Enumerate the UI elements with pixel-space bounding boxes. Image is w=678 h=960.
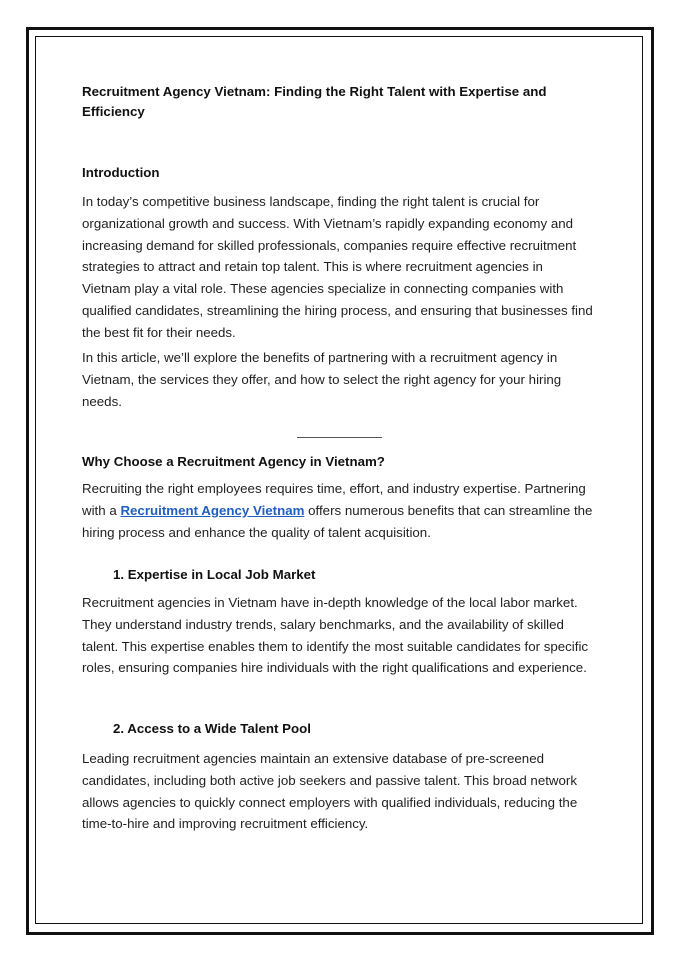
why-paragraph-block — [82, 478, 594, 543]
section-1-heading-block — [82, 565, 602, 585]
why-heading: Why Choose a Recruitment Agency in Vietnam? — [82, 454, 385, 469]
why-text-before-link: Recruiting the right employees requires time, effort, and industry expertise. Partnering with a — [82, 481, 586, 518]
introduction-heading: Introduction — [82, 165, 160, 180]
section-2-paragraph-block — [82, 748, 587, 835]
document-title: Recruitment Agency Vietnam: Finding the Right Talent with Expertise and Efficiency — [82, 84, 547, 119]
why-section — [82, 452, 602, 472]
section-divider — [297, 437, 382, 438]
introduction-paragraph-2-block — [82, 347, 582, 412]
introduction-paragraph-1: In today’s competitive business landscape, finding the right talent is crucial for organizational growth and success. With Vietnam’s rapidly expanding economy and increasing demand for skilled professionals, companies require effective recruitment strategies to attract and retain top talent. This is where recruitment agencies in Vietnam play a vital role. These agencies specialize in connecting companies with qualified candidates, streamlining the hiring process, and ensuring that businesses find the best fit for their needs. — [82, 194, 593, 340]
why-text-after-link: offers numerous benefits that can streamline the hiring process and enhance the quality of talent acquisition. — [82, 502, 593, 540]
document-title-block — [82, 82, 582, 122]
section-1-paragraph-block — [82, 592, 594, 679]
section-2-heading: 2. Access to a Wide Talent Pool — [113, 721, 311, 736]
recruitment-agency-vietnam-link[interactable]: Recruitment Agency Vietnam — [120, 502, 305, 518]
section-1-paragraph: Recruitment agencies in Vietnam have in-depth knowledge of the local labor market. They understand industry trends, salary benchmarks, and the availability of skilled talent. This expertise enables them to identify the most suitable candidates for specific roles, ensuring companies hire individuals with the right qualifications and experience. — [82, 595, 589, 676]
introduction-section — [82, 163, 602, 183]
section-2-paragraph: Leading recruitment agencies maintain an extensive database of pre-screened candidates, including both active job seekers and passive talent. This broad network allows agencies to quickly connect employers with qualified individuals, reducing the time-to-hire and improving recruitment efficiency. — [82, 751, 578, 832]
introduction-paragraph-2: In this article, we’ll explore the benefits of partnering with a recruitment agency in Vietnam, the services they offer, and how to select the right agency for your hiring needs. — [82, 350, 562, 409]
why-paragraph — [82, 478, 594, 543]
section-1-heading: 1. Expertise in Local Job Market — [113, 567, 316, 582]
introduction-paragraph-1-block — [82, 191, 594, 344]
section-2-heading-block — [82, 719, 602, 739]
